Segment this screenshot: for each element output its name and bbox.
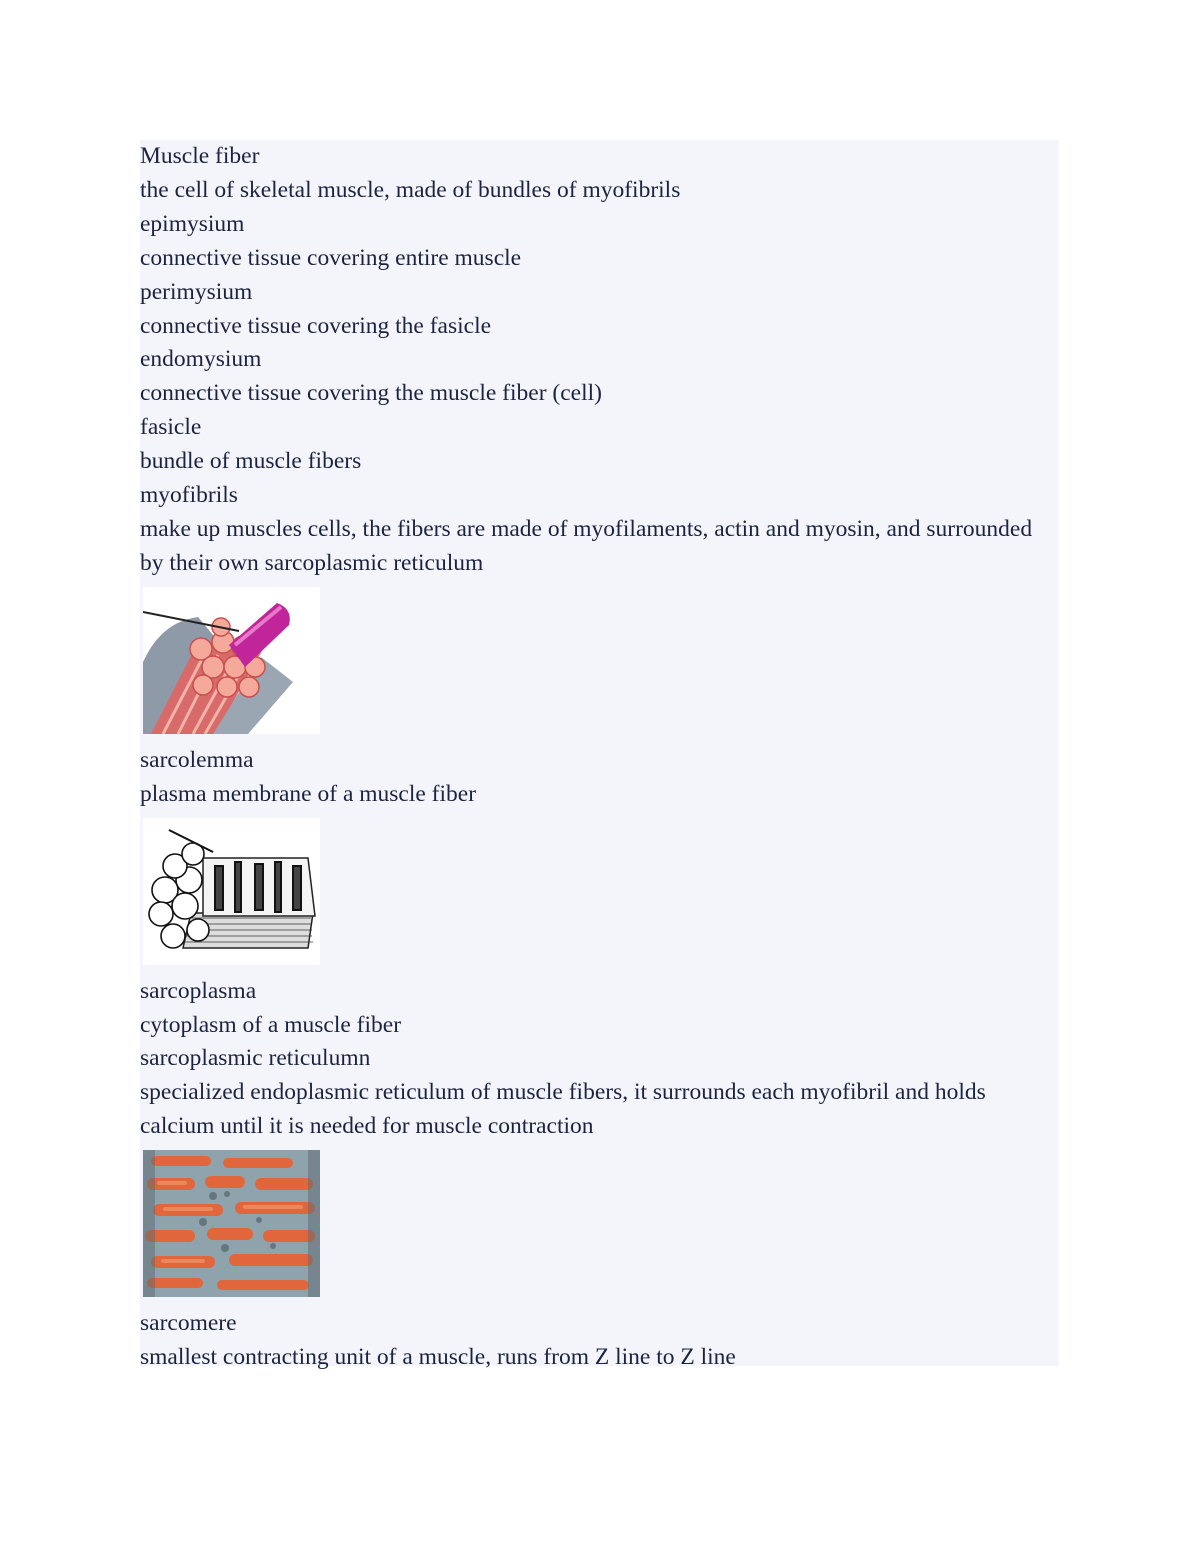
definition-myofibrils: make up muscles cells, the fibers are made of myofilaments, actin and myosin, and surrounded by their own sarcoplasmic reticulum: [140, 515, 1033, 576]
term-sarcoplasmic-reticulum: sarcoplasmic reticulumn: [140, 1045, 371, 1072]
term-sarcolemma: sarcolemma: [140, 746, 254, 773]
definition-sarcolemma: plasma membrane of a muscle fiber: [140, 780, 477, 807]
definition-muscle-fiber: the cell of skeletal muscle, made of bundles of myofibrils: [140, 176, 681, 203]
definition-sarcoplasmic-reticulum: specialized endoplasmic reticulum of muscle fibers, it surrounds each myofibril and holds calcium until it is needed for muscle contraction: [140, 1079, 986, 1140]
definition-perimysium: connective tissue covering the fasicle: [140, 312, 492, 339]
sarcoplasmic-reticulum-image: [143, 1150, 320, 1297]
term-epimysium: epimysium: [140, 210, 245, 237]
term-endomysium: endomysium: [140, 346, 262, 373]
term-sarcoplasma: sarcoplasma: [140, 977, 257, 1004]
term-perimysium: perimysium: [140, 278, 253, 305]
definition-fasicle: bundle of muscle fibers: [140, 448, 362, 475]
document-body: [140, 140, 1059, 1371]
myofibril-drawing-image: [143, 818, 320, 965]
definition-sarcomere: smallest contracting unit of a muscle, runs from Z line to Z line: [140, 1344, 736, 1371]
term-sarcomere: sarcomere: [140, 1310, 237, 1337]
term-fasicle: fasicle: [140, 414, 202, 441]
muscle-bundle-image: [143, 587, 320, 734]
term-muscle-fiber: Muscle fiber: [140, 143, 260, 169]
term-myofibrils: myofibrils: [140, 482, 238, 509]
definition-sarcoplasma: cytoplasm of a muscle fiber: [140, 1011, 402, 1038]
definition-epimysium: connective tissue covering entire muscle: [140, 244, 522, 271]
definition-endomysium: connective tissue covering the muscle fiber (cell): [140, 380, 602, 407]
